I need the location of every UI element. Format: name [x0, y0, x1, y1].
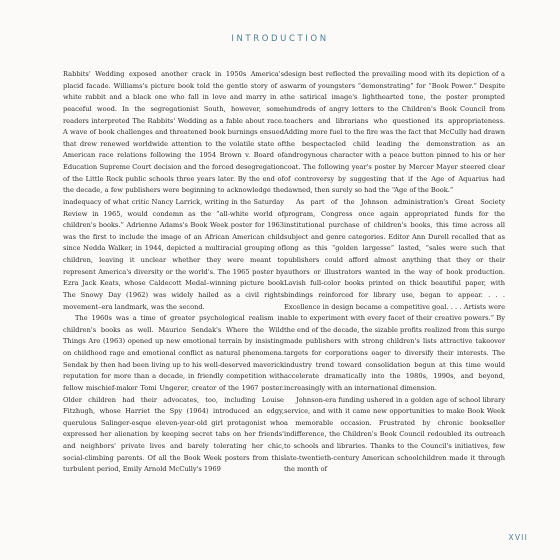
paragraph: Johnson-era funding ushered in a golden age of school library service, and with it came new opportunities to make Book Week a memorable occasion. Frustrated by chronic bookseller indifference, the Children's Book Council redoubled its outreach to schools and libraries. Thanks to the Council's initiatives, few late-twentieth-century American schoolchildren made it through the month of	[284, 395, 505, 474]
paragraph: design best reflected the prevailing mood with its depiction of a swarm of youngsters “demonstrating” for “Book Power.” Despite the satirical image's lighthearted tone, the poster prompted hundreds of angry letters to the Children's Book Council from teachers and librarians who questioned its appropriateness. Adding more fuel to the fire was the fact that McCully had drawn the bespectacled child leading the demonstration as an androgynous character with a peace button pinned to his or her coat. The following year's poster by Mercer Mayer steered clear of controversy by suggesting that if the Age of Aquarius had dawned, then surely so had the “Age of the Book.”	[284, 70, 505, 195]
left-column	[63, 69, 284, 476]
paragraph: As part of the Johnson administration's Great Society program, Congress once again appropriated funds for the institutional purchase of children's books, this time across all subject and genre categories. Editor Ann Durell recalled that as long as this “golden largesse” lasted, “sales were such that publishers could afford almost anything that they or their authors or illustrators wanted in the way of book production. Lavish full-color books printed on thick beautiful paper, with bindings reinforced for library use, began to appear. . . . Excellence in design became a competitive goal. . . . Artists were able to experiment with every facet of their creative powers.” By the end of the decade, the sizable profits realized from this surge made publishers with strong children's lists attractive takeover targets for corporations eager to diversify their interests. The industry trend toward consolidation begun at this time would accelerate dramatically into the 1980s, 1990s, and beyond, increasingly with an international dimension.	[284, 197, 505, 392]
running-head: INTRODUCTION	[231, 34, 329, 44]
paragraph: Rabbits' Wedding exposed another crack in 1950s America's placid facade. Williams's picture book told the gentle story of a white rabbit and a black one who fall in love and marry in a peaceful wood. In the segregationist South, however, some readers interpreted The Rabbits' Wedding as a fable about race. A wave of book challenges and threatened book burnings ensued that drew renewed worldwide attention to the volatile state of American race relations following the 1954 Brown v. Board of Education Supreme Court decision and the forced desegregation of the Little Rock public schools three years later. By the end of the decade, a few publishers were beginning to acknowledge the inadequacy of what critic Nancy Larrick, writing in the Saturday Review in 1965, would condemn as the “all-white world of children's books.” Adrienne Adams's Book Week poster for 1963 was the first to include the image of an African American child since Nedda Walker, in 1944, depicted a multiracial grouping of children, leaving it unclear whether they were meant to represent America's diversity or the world's. The 1965 poster by Ezra Jack Keats, whose Caldecott Medal–winning picture book The Snowy Day (1962) was widely hailed as a civil rights movement–era landmark, was the second.	[63, 70, 284, 311]
paragraph: The 1960s was a time of greater psychological realism in children's books as well. Maurice Sendak's Where the Wild Things Are (1963) opened up new emotional terrain by insisting on childhood rage and emotional conflict as natural phenomena. Sendak by then had been living up to his well-deserved maverick reputation for more than a decade, in friendly competition with fellow mischief-maker Tomi Ungerer, creator of the 1967 poster. Older children had their advocates, too, including Louise Fitzhugh, whose Harriet the Spy (1964) introduced an edgy, querulous Salinger-esque eleven-year-old girl protagonist who expressed her alienation by keeping secret tabs on her friends' and neighbors' private lives and barely tolerating her chic, social-climbing parents. Of all the Book Week posters from this turbulent period, Emily Arnold McCully's 1969	[63, 314, 284, 474]
page-number: XVII	[508, 533, 528, 542]
right-column	[284, 69, 505, 476]
